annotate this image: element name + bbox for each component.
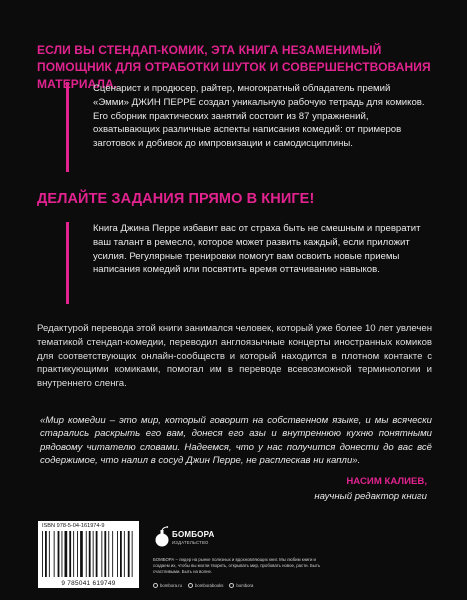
barcode-stripe — [49, 531, 50, 577]
barcode-stripe — [104, 531, 106, 577]
book-pitch-text: Книга Джина Перре избавит вас от страха быть не смешным и превратит ваш талант в ремесло, которое может развить каждый, если приложит усилия. Регулярные тренировки помогут вам освоить новые приемы написания комедий или посвятить время оттачиванию навыков. — [93, 223, 421, 276]
publisher-links — [153, 583, 353, 588]
publisher-blurb: БОМБОРА – лидер на рынке полезных и вдохновляющих книг. Мы любим книги и создаем их, чтобы вы могли творить, открывать мир, пробовать новое, расти. Быть счастливыми. Быть на волне. — [153, 557, 321, 574]
barcode-stripe — [54, 531, 55, 577]
barcode-stripe — [58, 531, 60, 577]
barcode-stripe — [62, 531, 63, 577]
ean-digits: 9 785041 619749 — [61, 580, 116, 587]
barcode-stripe — [128, 531, 130, 577]
publisher-name: БОМБОРА — [172, 530, 215, 539]
barcode-stripe — [132, 531, 133, 577]
social-icon-2 — [229, 583, 234, 588]
quote-author: НАСИМ КАЛИЕВ, — [346, 476, 427, 487]
translator-note: Редактурой перевода этой книги занимался человек, который уже более 10 лет увлечен тематикой стендап-комедии, переводил англоязычные концерты иностранных комиков для соответствующих онлайн-сообществ и который находится в плотном контакте с практикующими комиками, помогал им в переводе всевозможной терминологии и внутреннего сленга. — [37, 323, 432, 390]
barcode-stripe — [45, 531, 47, 577]
barcode-bars — [42, 531, 135, 577]
quote-author-role: научный редактор книги — [314, 491, 427, 502]
isbn-barcode — [38, 521, 139, 588]
author-bio-block — [66, 82, 426, 172]
publisher-subtitle: ИЗДАТЕЛЬСТВО — [172, 540, 209, 545]
isbn-label: ISBN 978-5-04-161974-9 — [42, 523, 105, 529]
barcode-stripe — [73, 531, 74, 577]
barcode-stripe — [124, 531, 125, 577]
barcode-stripe — [112, 531, 113, 577]
editor-quote: «Мир комедии – это мир, который говорит на собственном языке, и мы всячески старались раскрыть его вам, донеся его азы и внутреннюю кухню понятными рядовому читателю словами. Надеемся, что у нас получится донести до вас всё содержимое, что налил в сосуд Джин Перре, не расплескав ни капли». — [40, 415, 432, 467]
barcode-stripe — [93, 531, 94, 577]
barcode-stripe — [96, 531, 98, 577]
barcode-stripe — [117, 531, 118, 577]
barcode-stripe — [89, 531, 91, 577]
barcode-stripe — [108, 531, 109, 577]
social-icon — [188, 583, 193, 588]
barcode-stripe — [86, 531, 87, 577]
barcode-stripe — [80, 531, 83, 577]
globe-icon — [153, 583, 158, 588]
barcode-stripe — [42, 531, 43, 577]
barcode-stripe — [120, 531, 122, 577]
bombora-logo-icon — [155, 526, 169, 548]
lead-headline: ЕСЛИ ВЫ СТЕНДАП-КОМИК, ЭТА КНИГА НЕЗАМЕНИМЫЙ ПОМОЩНИК ДЛЯ ОТРАБОТКИ ШУТОК И СОВЕРШЕНСТВОВАНИЯ МАТЕРИАЛА. — [37, 43, 431, 91]
book-pitch-block — [66, 222, 426, 304]
barcode-stripe — [101, 531, 102, 577]
barcode-stripe — [77, 531, 78, 577]
social-link-2-label: bombora — [236, 583, 254, 588]
author-bio-text: Сценарист и продюсер, райтер, многократный обладатель премий «Эмми» ДЖИН ПЕРРЕ создал уникальную рабочую тетрадь для комиков. Его сборник практических занятий состоит из 87 упражнений, охватывающих различные аспекты написания комедий: от примеров заготовок и добивок до импровизации и самодисциплины. — [93, 83, 425, 150]
social-link-2[interactable] — [229, 583, 253, 588]
social-link[interactable] — [188, 583, 223, 588]
social-link-label: bomborabooks — [194, 583, 224, 588]
call-to-action-headline: ДЕЛАЙТЕ ЗАДАНИЯ ПРЯМО В КНИГЕ! — [37, 191, 315, 207]
barcode-stripe — [69, 531, 71, 577]
website-link[interactable] — [153, 583, 182, 588]
website-link-label: bombora.ru — [160, 583, 182, 588]
barcode-stripe — [65, 531, 68, 577]
